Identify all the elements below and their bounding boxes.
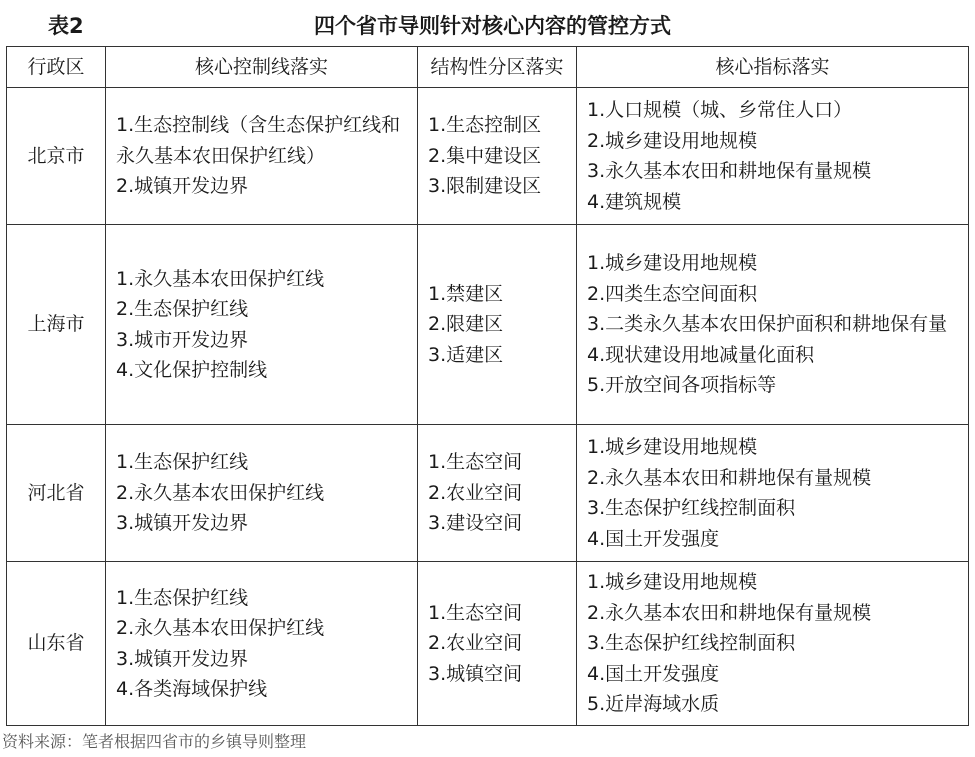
indicators-cell <box>577 425 969 562</box>
list-item: 1.生态空间 <box>428 451 523 474</box>
list-item: 1.生态控制线（含生态保护红线和永久基本农田保护红线） <box>116 114 401 167</box>
header-zones: 结构性分区落实 <box>418 47 577 88</box>
list-item: 3.城镇开发边界 <box>116 647 249 670</box>
zones-cell <box>418 225 577 425</box>
list-item: 2.永久基本农田保护红线 <box>116 481 325 504</box>
list-item: 4.各类海域保护线 <box>116 678 268 700</box>
region-cell: 河北省 <box>7 425 106 562</box>
list-item: 2.生态保护红线 <box>116 298 249 320</box>
list-item: 3.城镇开发边界 <box>116 512 249 535</box>
region-cell: 北京市 <box>7 88 106 225</box>
header-region: 行政区 <box>7 47 106 88</box>
list-item: 2.永久基本农田和耕地保有量规模 <box>587 601 872 624</box>
list-item: 1.禁建区 <box>428 282 504 305</box>
list-item: 1.人口规模（城、乡常住人口） <box>587 99 853 121</box>
table-label: 表2 <box>48 14 84 38</box>
list-item: 1.城乡建设用地规模 <box>587 252 758 275</box>
control-methods-table <box>6 46 969 726</box>
list-item: 3.建设空间 <box>428 512 523 535</box>
list-item: 2.城乡建设用地规模 <box>587 129 758 152</box>
list-item: 3.限制建设区 <box>428 175 542 198</box>
control-lines-cell <box>106 88 418 225</box>
list-item: 3.生态保护红线控制面积 <box>587 632 796 655</box>
list-item: 4.国土开发强度 <box>587 527 720 550</box>
control-lines-cell <box>106 225 418 425</box>
list-item: 5.开放空间各项指标等 <box>587 374 777 397</box>
list-item: 1.生态保护红线 <box>116 586 249 609</box>
indicators-cell <box>577 88 969 225</box>
list-item: 2.农业空间 <box>428 481 523 504</box>
list-item: 3.城镇空间 <box>428 662 523 685</box>
list-item: 4.文化保护控制线 <box>116 359 268 381</box>
header-indicators: 核心指标落实 <box>577 47 969 88</box>
zones-cell <box>418 88 577 225</box>
list-item: 2.永久基本农田和耕地保有量规模 <box>587 466 872 489</box>
table-row <box>7 562 969 726</box>
indicators-cell <box>577 225 969 425</box>
list-item: 3.城市开发边界 <box>116 328 249 351</box>
list-item: 2.限建区 <box>428 313 504 336</box>
indicators-cell <box>577 562 969 726</box>
list-item: 1.城乡建设用地规模 <box>587 436 758 458</box>
table-row <box>7 425 969 562</box>
header-control-lines: 核心控制线落实 <box>106 47 418 88</box>
list-item: 3.适建区 <box>428 343 504 366</box>
list-item: 4.现状建设用地减量化面积 <box>587 343 815 366</box>
list-item: 2.四类生态空间面积 <box>587 282 758 305</box>
list-item: 2.永久基本农田保护红线 <box>116 617 325 639</box>
table-row <box>7 88 969 225</box>
region-cell: 上海市 <box>7 225 106 425</box>
list-item: 4.建筑规模 <box>587 190 682 213</box>
table-row <box>7 225 969 425</box>
list-item: 1.永久基本农田保护红线 <box>116 267 325 290</box>
region-cell: 山东省 <box>7 562 106 726</box>
list-item: 1.生态空间 <box>428 601 523 624</box>
control-lines-cell <box>106 425 418 562</box>
list-item: 3.永久基本农田和耕地保有量规模 <box>587 160 872 182</box>
zones-cell <box>418 562 577 726</box>
list-item: 5.近岸海域水质 <box>587 693 720 716</box>
table-caption <box>0 0 975 46</box>
source-note: 资料来源：笔者根据四省市的乡镇导则整理 <box>2 732 307 751</box>
list-item: 3.生态保护红线控制面积 <box>587 497 796 519</box>
list-item: 2.城镇开发边界 <box>116 175 249 198</box>
list-item: 1.生态保护红线 <box>116 451 249 474</box>
list-item: 1.生态控制区 <box>428 114 542 137</box>
zones-cell <box>418 425 577 562</box>
list-item: 2.集中建设区 <box>428 144 542 167</box>
list-item: 3.二类永久基本农田保护面积和耕地保有量 <box>587 313 948 336</box>
control-lines-cell <box>106 562 418 726</box>
header-row <box>7 47 969 88</box>
list-item: 2.农业空间 <box>428 632 523 655</box>
table-title: 四个省市导则针对核心内容的管控方式 <box>314 14 671 38</box>
list-item: 4.国土开发强度 <box>587 662 720 685</box>
list-item: 1.城乡建设用地规模 <box>587 571 758 594</box>
